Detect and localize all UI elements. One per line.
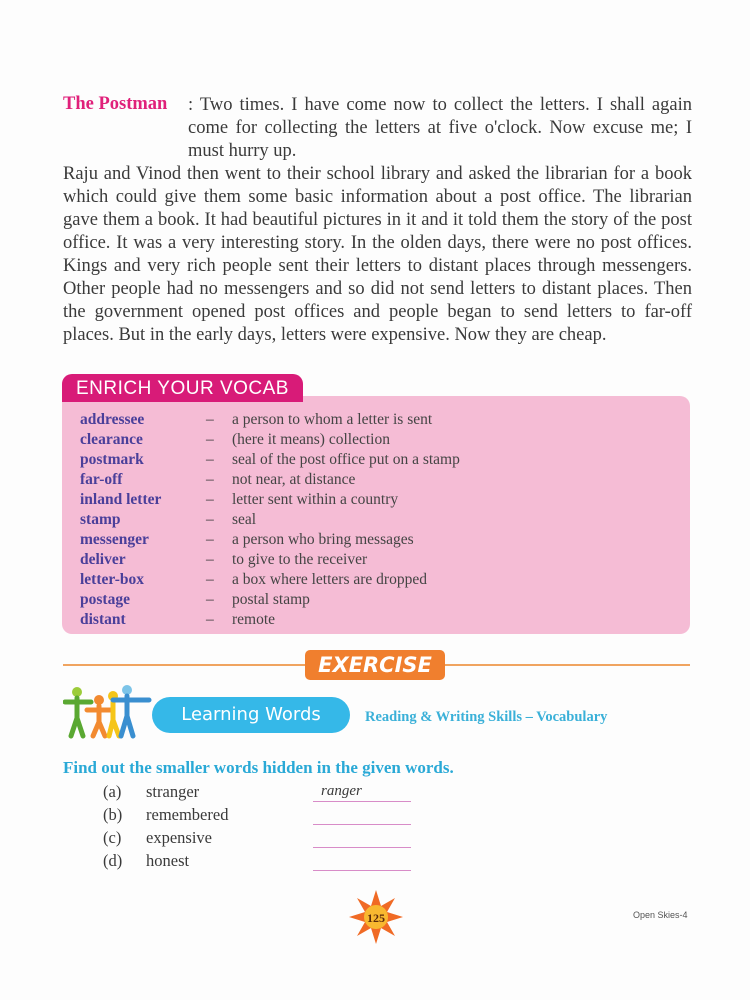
exercise-badge: EXERCISE [305,650,445,680]
vocab-meaning: a person who bring messages [232,531,414,548]
vocab-title: ENRICH YOUR VOCAB [62,374,303,402]
vocab-meaning: not near, at distance [232,471,356,488]
dash: – [206,551,214,568]
children-icon [63,684,153,740]
question-word: honest [146,851,190,870]
vocab-meaning: letter sent within a country [232,491,399,508]
answer-blank[interactable] [313,852,411,871]
vocab-meaning: to give to the receiver [232,551,368,568]
book-title: Open Skies-4 [633,910,688,920]
question-label: (d) [103,851,123,870]
vocab-word: distant [80,611,126,628]
vocab-meaning: postal stamp [232,591,310,608]
speaker-name: The Postman [63,94,168,114]
skills-label: Reading & Writing Skills – Vocabulary [365,709,608,725]
vocab-word: letter-box [80,571,144,588]
vocab-word: inland letter [80,491,162,508]
question-label: (b) [103,805,123,824]
vocab-word: addressee [80,411,145,428]
question-label: (a) [103,782,122,801]
answer-blank[interactable]: ranger [313,783,411,802]
dash: – [206,531,214,548]
vocab-meaning: a box where letters are dropped [232,571,427,588]
answer-blank[interactable] [313,806,411,825]
vocab-meaning: a person to whom a letter is sent [232,411,433,428]
dash: – [206,451,214,468]
instruction: Find out the smaller words hidden in the given words. [63,758,454,777]
speech-text: : Two times. I have come now to collect the letters. I shall again come for collecting the letters at five o'clock. Now excuse me; I must hurry up. [188,95,692,161]
question-word: expensive [146,828,212,847]
question-word: remembered [146,805,229,824]
dash: – [206,491,214,508]
vocab-word: messenger [80,531,149,548]
page-number: 125 [367,911,385,925]
vocab-word: deliver [80,551,126,568]
dash: – [206,511,214,528]
vocab-meaning: (here it means) collection [232,431,390,448]
vocab-list [62,396,690,634]
vocab-word: postmark [80,451,144,468]
dash: – [206,611,214,628]
question-label: (c) [103,828,122,847]
vocab-meaning: seal [232,511,257,528]
page-number-star-icon [349,890,403,944]
dash: – [206,431,214,448]
learning-words-banner: Learning Words [152,697,350,733]
vocab-word: postage [80,591,130,608]
answer-blank[interactable] [313,829,411,848]
vocab-word: stamp [80,511,121,528]
story-paragraph: Raju and Vinod then went to their school library and asked the librarian for a book which could give them some basic information about a post office. The librarian gave them a book. It had beautiful pictures in it and it told them the story of the post office. It was a very interesting story. In the olden days, there were no post offices. Kings and very rich people sent their letters to distant places through messengers. Other people had no messengers and so did not send letters to distant places. Then the government opened post offices and people began to send letters to far-off places. But in the early days, letters were expensive. Now they are cheap. [63,164,692,345]
vocab-meaning: remote [232,611,276,628]
dash: – [206,591,214,608]
vocab-word: clearance [80,431,143,448]
question-word: stranger [146,782,200,801]
vocab-meaning: seal of the post office put on a stamp [232,451,460,468]
dash: – [206,571,214,588]
vocab-word: far-off [80,471,123,488]
dash: – [206,471,214,488]
dash: – [206,411,214,428]
